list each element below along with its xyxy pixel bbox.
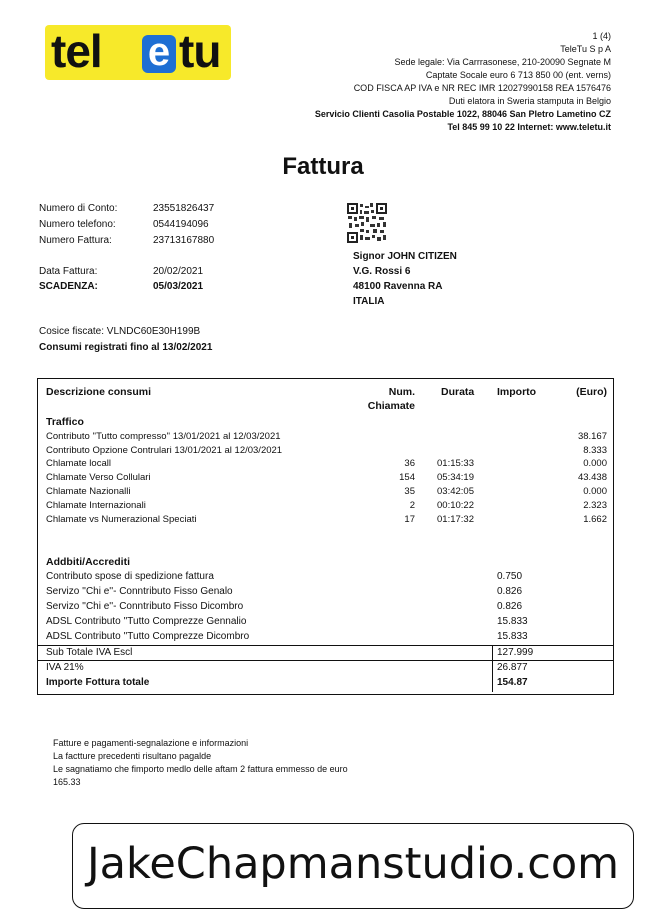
table-row-num: 35 — [404, 486, 415, 497]
recipient-address — [353, 249, 457, 309]
company-name: TeleTu S p A — [560, 44, 611, 54]
table-row-desc: Contributo Opzione Contrulari 13/01/2021 al 12/03/2021 — [46, 445, 283, 456]
footer-line: Le sagnatiamo che fimporto medlo delle aftam 2 fattura emmesso de euro — [53, 764, 348, 774]
conto-value: 23551826437 — [153, 203, 215, 214]
consumi-registrati: Consumi registrati fino al 13/02/2021 — [39, 342, 213, 353]
footer-line: 165.33 — [53, 777, 81, 787]
table-row-desc: Contributo ''Tutto compresso'' 13/01/2021 al 12/03/2021 — [46, 431, 281, 442]
table-row-num: 36 — [404, 458, 415, 469]
table-row-desc: ADSL Contributo ''Tutto Comprezze Dicombro — [46, 631, 250, 642]
table-row-durata: 00:10:22 — [437, 500, 474, 511]
company-info — [315, 30, 611, 134]
table-row-euro: 2.323 — [583, 500, 607, 511]
table-row-importo: 0.826 — [497, 586, 523, 597]
section-addebiti: Addbiti/Accrediti — [46, 556, 131, 568]
footer-line: Fatture e pagamenti-segnalazione e informazioni — [53, 738, 249, 748]
header-importo: Importo — [497, 386, 537, 398]
footer-line: La factture precedenti risultano pagalde — [53, 751, 212, 761]
table-row-euro: 38.167 — [577, 431, 607, 442]
subtotale-value: 127.999 — [497, 647, 534, 658]
company-codfisc: COD FISCA AP IVA e NR REC IMR 12027990158 REA 1576476 — [353, 83, 611, 93]
table-row-desc: Chlamate Internazionali — [46, 500, 146, 511]
telefono-value: 0544194096 — [153, 219, 209, 230]
address-line-city: 48100 Ravenna RA — [353, 281, 443, 292]
table-row-desc: Servizo ''Chi e''- Conntributo Fisso Dicombro — [46, 601, 244, 612]
table-row-desc: Chlamate locall — [46, 458, 111, 469]
fattura-value: 23713167880 — [153, 235, 215, 246]
header-durata: Durata — [441, 386, 475, 398]
company-tel: Tel 845 99 10 22 Internet: www.teletu.it — [447, 122, 611, 132]
table-row-importo: 0.750 — [497, 571, 523, 582]
table-row-durata: 05:34:19 — [437, 472, 474, 483]
table-row-desc: Contributo spose di spedizione fattura — [46, 571, 214, 582]
company-servizio: Servicio Clienti Casolia Postable 1022, 88046 San Pletro Lametino CZ — [314, 109, 611, 119]
table-row-importo: 15.833 — [497, 631, 528, 642]
table-row-desc: Chlamate Verso Collulari — [46, 472, 151, 483]
totals-column-divider — [492, 645, 493, 692]
totals-top-divider — [38, 645, 613, 646]
table-row-desc: ADSL Contributo ''Tutto Comprezze Gennalio — [46, 616, 247, 627]
table-row-durata: 01:17:32 — [437, 514, 474, 525]
codice-fiscale: Cosice fiscate: VLNDC60E30H199B — [39, 326, 201, 337]
address-line-name: Signor JOHN CITIZEN — [353, 251, 457, 262]
header-descrizione: Descrizione consumi — [46, 386, 152, 398]
subtotal-divider — [38, 660, 613, 661]
table-row-desc: Chlamate vs Numerazional Speciati — [46, 514, 197, 525]
table-row-num: 17 — [404, 514, 415, 525]
conto-label: Numero di Conto: — [39, 203, 118, 214]
iva-value: 26.877 — [497, 662, 528, 673]
table-row-importo: 15.833 — [497, 616, 528, 627]
page-number: 1 (4) — [592, 31, 611, 41]
watermark-banner: JakeChapmanstudio.com — [72, 823, 634, 909]
header-euro: (Euro) — [576, 386, 607, 398]
table-row-euro: 8.333 — [583, 445, 607, 456]
scadenza-label: SCADENZA: — [39, 281, 98, 292]
qr-code-icon — [346, 202, 388, 244]
teletu-logo — [45, 25, 231, 80]
logo-text-tu: tu — [179, 25, 221, 77]
consumi-table — [37, 378, 614, 695]
table-row-euro: 43.438 — [577, 472, 607, 483]
section-traffico: Traffico — [46, 416, 84, 428]
table-row-durata: 03:42:05 — [437, 486, 474, 497]
iva-label: IVA 21% — [46, 662, 84, 673]
telefono-label: Numero telefono: — [39, 219, 116, 230]
table-row-euro: 1.662 — [583, 514, 607, 525]
company-duti: Duti elatora in Sweria stamputa in Belgio — [448, 96, 611, 106]
table-row-importo: 0.826 — [497, 601, 523, 612]
logo-text-e: e — [142, 35, 176, 73]
totale-label: Importe Fottura totale — [46, 677, 150, 688]
subtotale-label: Sub Totale IVA Escl — [46, 647, 133, 658]
address-line-country: ITALIA — [353, 296, 385, 307]
table-row-desc: Servizo ''Chi e''- Conntributo Fisso Genalo — [46, 586, 233, 597]
table-row-durata: 01:15:33 — [437, 458, 474, 469]
header-chiamate: Chiamate — [367, 400, 415, 412]
document-title: Fattura — [282, 153, 364, 180]
logo-text-tel: tel — [51, 25, 102, 77]
address-line-street: V.G. Rossi 6 — [353, 266, 411, 277]
table-row-euro: 0.000 — [583, 486, 607, 497]
table-row-num: 2 — [409, 500, 415, 511]
table-row-euro: 0.000 — [583, 458, 607, 469]
footer-notes — [53, 737, 348, 789]
company-sede: Sede legale: Via Carrrasonese, 210-20090 Segnate M — [394, 57, 611, 67]
table-row-desc: Chlamate Nazionalli — [46, 486, 131, 497]
company-capitale: Captate Socale euro 6 713 850 00 (ent. verns) — [425, 70, 611, 80]
data-value: 20/02/2021 — [153, 266, 204, 277]
table-row-num: 154 — [399, 472, 415, 483]
header-num: Num. — [388, 386, 415, 398]
fattura-label: Numero Fattura: — [39, 235, 112, 246]
totale-value: 154.87 — [497, 677, 528, 688]
data-label: Data Fattura: — [39, 266, 98, 277]
scadenza-value: 05/03/2021 — [153, 281, 204, 292]
